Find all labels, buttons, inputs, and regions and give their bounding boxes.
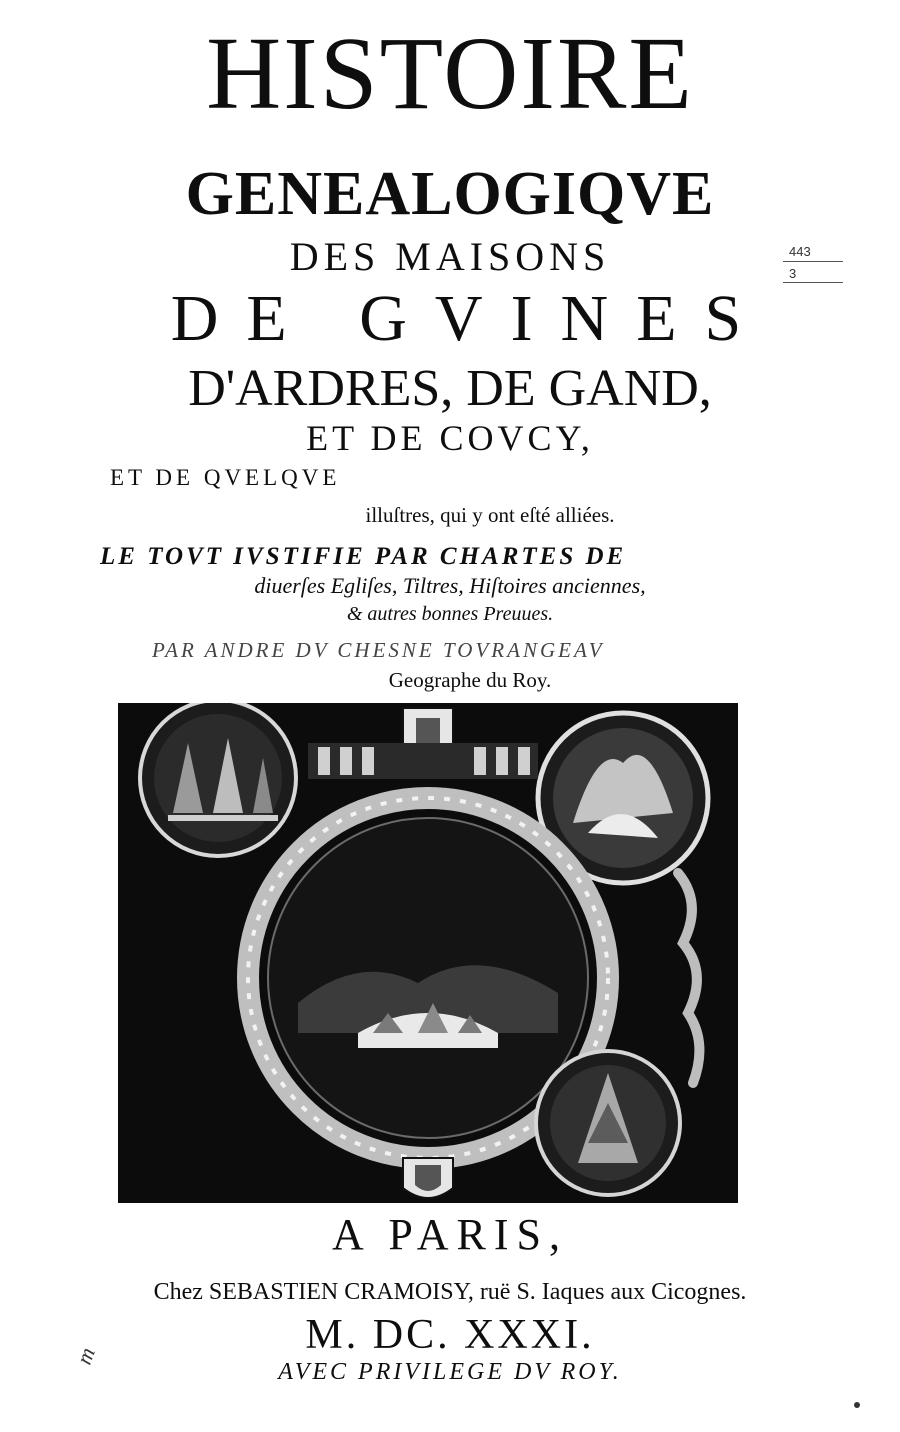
title-et-de-quelques: ET DE QVELQVE [110, 465, 341, 490]
crest-bottom [403, 1158, 453, 1198]
title-de-gvines: DE GVINES [170, 282, 770, 355]
imprint-city: A PARIS, [331, 1210, 569, 1259]
imprint-date: M. DC. XXXI. [305, 1312, 595, 1358]
imprint-publisher: Chez SEBASTIEN CRAMOISY, ruë S. Iaques aux Cicognes. [153, 1279, 747, 1305]
margin-ink-dot [854, 1402, 860, 1408]
shelfmark-sub: 3 [783, 265, 843, 284]
shelfmark-number: 443 [783, 243, 843, 262]
title-ardres-gand: D'ARDRES, DE GAND, [188, 360, 712, 417]
title-genealogique: GENEALOGIQVE [185, 160, 715, 228]
title-histoire: HISTOIRE [206, 16, 694, 131]
justification-line-1: LE TOVT IVSTIFIE PAR CHARTES DE [100, 543, 627, 570]
author-name: PAR ANDRE DV CHESNE TOVRANGEAV [152, 638, 605, 662]
vignette-art [118, 703, 738, 1203]
engraved-vignette [118, 703, 738, 1203]
imprint-privilege: AVEC PRIVILEGE DV ROY. [278, 1359, 622, 1385]
medallion-bottom-right [536, 1051, 680, 1195]
title-et-de-coucy: ET DE COVCY, [306, 418, 594, 458]
justification-line-3: & autres bonnes Preuues. [346, 603, 554, 625]
margin-scrawl: m [71, 1344, 100, 1368]
shelfmark-note [783, 243, 843, 291]
justification-line-2: diuerſes Egliſes, Tiltres, Hiſtoires anciennes, [254, 573, 646, 598]
title-des-maisons: DES MAISONS [289, 234, 611, 279]
title-illustres: illuſtres, qui y ont eſté alliées. [365, 503, 615, 527]
colonnade [308, 743, 538, 779]
medallion-top-left [140, 703, 296, 856]
author-title: Geographe du Roy. [388, 668, 552, 692]
